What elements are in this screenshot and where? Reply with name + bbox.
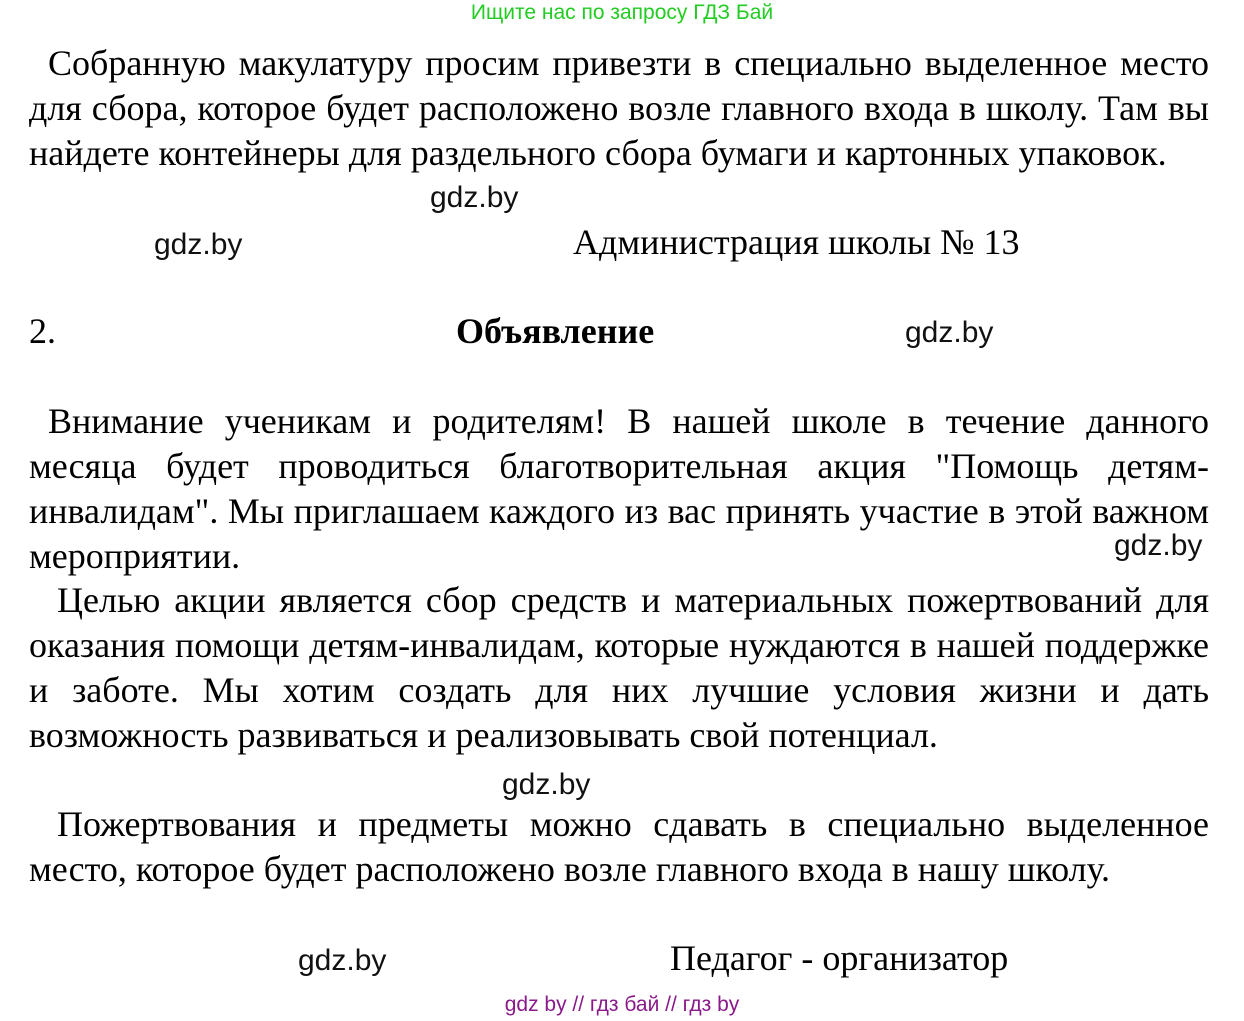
item-number: 2. [29, 311, 56, 351]
watermark: gdz.by [430, 181, 519, 214]
paragraph-attention-text: Внимание ученикам и родителям! В нашей школе в течение данного месяца будет проводиться благотворительная акция "Помощь детям-инвалидам". Мы приглашаем каждого из вас принять участие в этой важном мероприятии. [29, 401, 1209, 576]
watermark: gdz.by [1114, 529, 1203, 562]
paragraph-goal [29, 578, 1209, 758]
paragraph-donations-text: Пожертвования и предметы можно сдавать в специально выделенное место, которое будет расположено возле главного входа в нашу школу. [29, 804, 1209, 889]
paragraph-collection-note-text: Собранную макулатуру просим привезти в специально выделенное место для сбора, которое будет расположено возле главного входа в школу. Там вы найдете контейнеры для раздельного сбора бумаги и картонных упаковок. [29, 43, 1209, 173]
watermark: gdz.by [905, 316, 994, 349]
signature-administration: Администрация школы № 13 [573, 222, 1020, 262]
signature-organizer: Педагог - организатор [670, 938, 1009, 978]
footer-links: gdz by // гдз бай // гдз by [504, 993, 740, 1016]
paragraph-goal-text: Целью акции является сбор средств и материальных пожертвований для оказания помощи детям-инвалидам, которые нуждаются в нашей поддержке и заботе. Мы хотим создать для них лучшие условия жизни и дать возможность развиваться и реализовывать свой потенциал. [29, 580, 1209, 755]
paragraph-attention [29, 399, 1209, 579]
top-banner: Ищите нас по запросу ГДЗ Бай [470, 1, 774, 24]
watermark: gdz.by [298, 944, 387, 977]
watermark: gdz.by [502, 768, 591, 801]
paragraph-donations [29, 802, 1209, 892]
paragraph-collection-note [29, 41, 1209, 176]
announcement-title: Объявление [456, 311, 655, 351]
watermark: gdz.by [154, 228, 243, 261]
